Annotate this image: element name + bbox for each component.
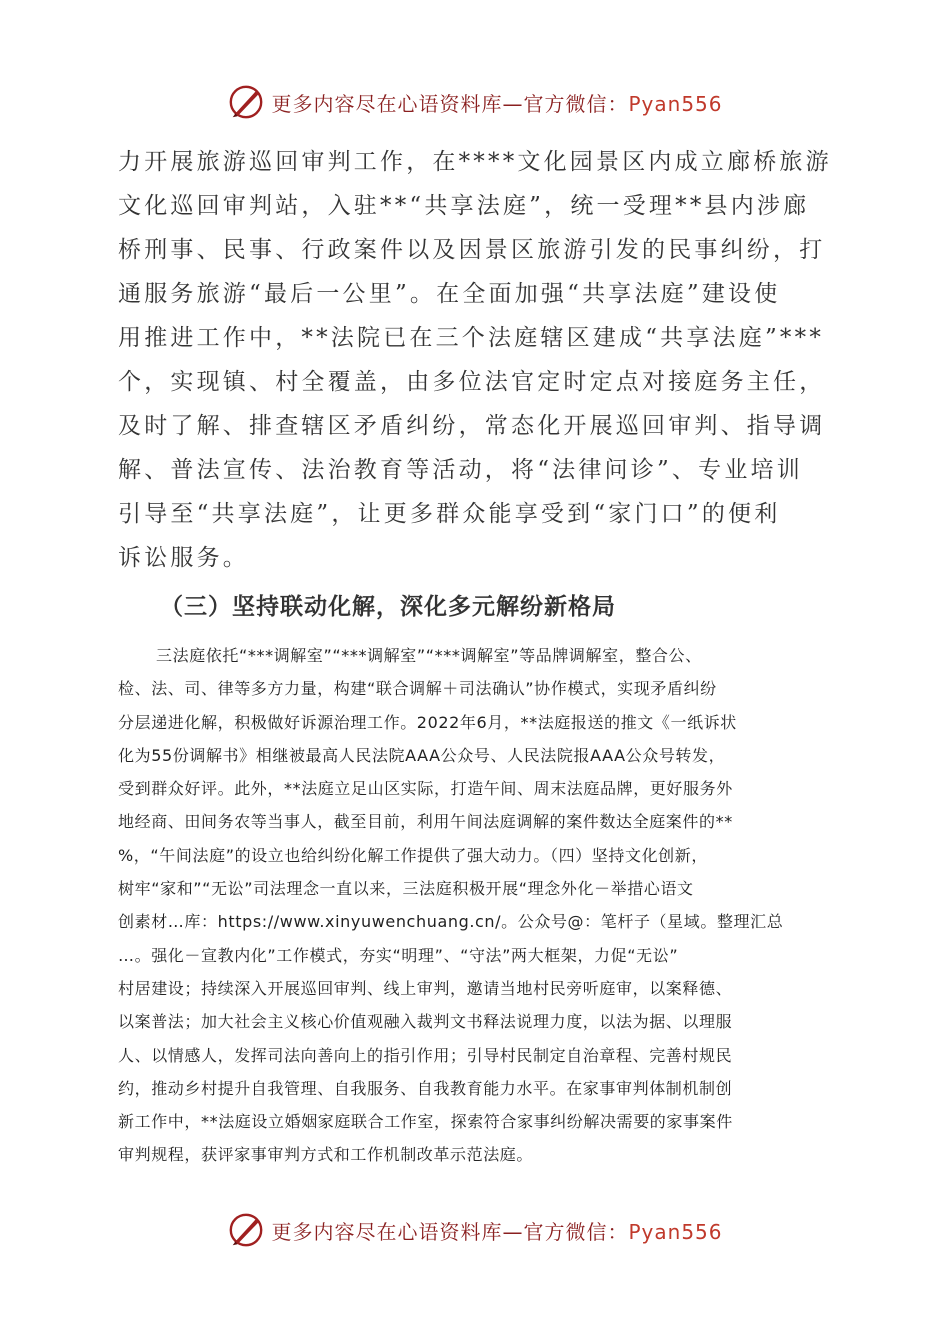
section-heading: （三）坚持联动化解，深化多元解纷新格局 xyxy=(160,594,616,620)
paragraph-line: 新工作中，**法庭设立婚姻家庭联合工作室，探索符合家事纠纷解决需要的家事案件 xyxy=(118,1112,733,1132)
paragraph-line: 及时了解、排查辖区矛盾纠纷，常态化开展巡回审判、指导调 xyxy=(118,413,826,439)
paragraph-line: 地经商、田间务农等当事人，截至目前，利用午间法庭调解的案件数达全庭案件的** xyxy=(118,812,733,832)
paragraph-line: 树牢“家和”“无讼”司法理念一直以来，三法庭积极开展“理念外化－举措心语文 xyxy=(118,879,694,899)
watermark-text: 更多内容尽在心语资料库—官方微信：Pyan556 xyxy=(271,1219,723,1244)
paragraph-line: 检、法、司、律等多方力量，构建“联合调解＋司法确认”协作模式，实现矛盾纠纷 xyxy=(118,679,717,699)
paragraph-line: 用推进工作中，**法院已在三个法庭辖区建成“共享法庭”*** xyxy=(118,325,825,351)
paragraph-line: 引导至“共享法庭”，让更多群众能享受到“家门口”的便利 xyxy=(118,501,781,527)
paragraph-body xyxy=(118,639,843,1172)
paragraph-line: 通服务旅游“最后一公里”。在全面加强“共享法庭”建设使 xyxy=(118,281,781,307)
paragraph-line: 审判规程，获评家事审判方式和工作机制改革示范法庭。 xyxy=(118,1145,534,1165)
paragraph-line: 人、以情感人，发挥司法向善向上的指引作用；引导村民制定自治章程、完善村规民 xyxy=(118,1045,733,1065)
paragraph-line: 解、普法宣传、法治教育等活动，将“法律问诊”、专业培训 xyxy=(118,457,803,483)
paragraph-line: 桥刑事、民事、行政案件以及因景区旅游引发的民事纠纷，打 xyxy=(118,237,826,263)
paragraph-line: 以案普法；加大社会主义核心价值观融入裁判文书释法说理力度，以法为据、以理服 xyxy=(118,1012,733,1032)
paragraph-line: 个，实现镇、村全覆盖，由多位法官定时定点对接庭务主任， xyxy=(118,369,826,395)
paragraph-line: 约，推动乡村提升自我管理、自我服务、自我教育能力水平。在家事审判体制机制创 xyxy=(118,1078,733,1098)
wechat-id: Pyan556 xyxy=(628,1219,723,1244)
paragraph-line: 三法庭依托“***调解室”“***调解室”“***调解室”等品牌调解室，整合公、 xyxy=(156,646,702,665)
paragraph-line: 受到群众好评。此外，**法庭立足山区实际，打造午间、周末法庭品牌，更好服务外 xyxy=(118,779,733,799)
paragraph-line: …。强化－宣教内化”工作模式，夯实“明理”、“守法”两大框架，力促“无讼” xyxy=(118,945,679,965)
pen-logo-icon xyxy=(227,1211,265,1249)
header-watermark xyxy=(0,80,950,124)
paragraph-line: 创素材…库：https://www.xinyuwenchuang.cn/。公众号@：笔杆子（星域。整理汇总 xyxy=(118,912,784,932)
footer-watermark xyxy=(0,1208,950,1252)
paragraph-line: 分层递进化解，积极做好诉源治理工作。2022年6月，**法庭报送的推文《一纸诉状 xyxy=(118,712,737,732)
paragraph-line: 村居建设；持续深入开展巡回审判、线上审判，邀请当地村民旁听庭审，以案释德、 xyxy=(118,978,733,998)
paragraph-line: %，“午间法庭”的设立也给纠纷化解工作提供了强大动力。（四）坚持文化创新， xyxy=(118,845,708,865)
paragraph-line: 诉讼服务。 xyxy=(118,545,249,571)
paragraph-line: 文化巡回审判站，入驻**“共享法庭”，统一受理**县内涉廊 xyxy=(118,193,810,219)
pen-logo-icon xyxy=(227,83,265,121)
paragraph-line: 化为55份调解书》相继被最高人民法院AAA公众号、人民法院报AAA公众号转发， xyxy=(118,745,726,765)
paragraph-line: 力开展旅游巡回审判工作，在****文化园景区内成立廊桥旅游 xyxy=(118,149,832,175)
wechat-id: Pyan556 xyxy=(628,91,723,116)
paragraph-continuation xyxy=(118,140,838,580)
watermark-text: 更多内容尽在心语资料库—官方微信：Pyan556 xyxy=(271,91,723,116)
